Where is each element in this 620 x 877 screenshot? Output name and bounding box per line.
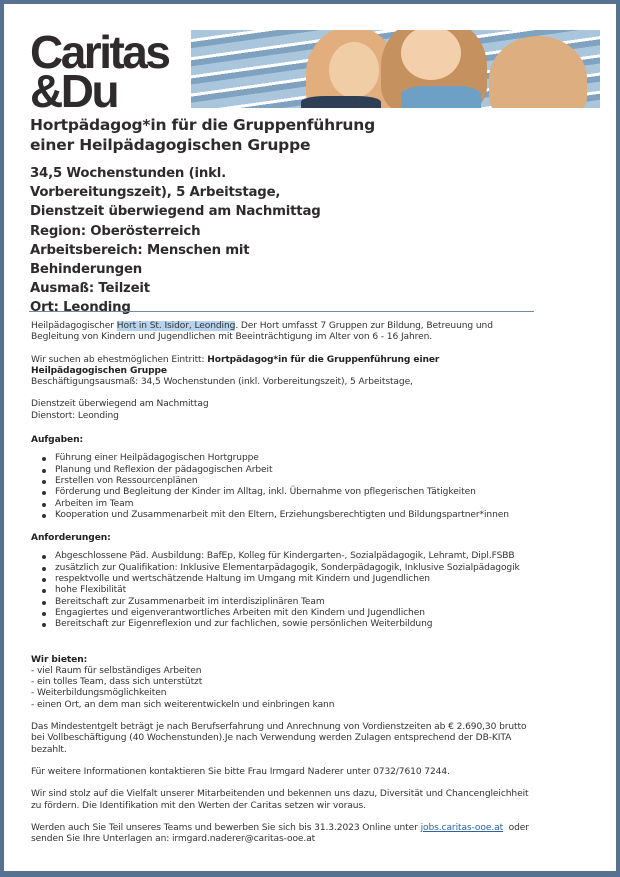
contact-paragraph: Für weitere Informationen kontaktieren Sie bitte Frau Irmgard Naderer unter 0732/7610 7244. bbox=[31, 766, 450, 777]
schedule-line-2: Dienstort: Leonding bbox=[31, 410, 119, 421]
second-child-figure bbox=[489, 36, 587, 108]
fact-region: Region: Oberösterreich bbox=[30, 223, 201, 239]
fact-area: Arbeitsbereich: Menschen mit Behinderungen bbox=[30, 242, 250, 278]
diversity-paragraph: Wir sind stolz auf die Vielfalt unserer Mitarbeitenden und bekennen uns dazu, Diversität und Chancengleichheit zu fördern. Die Identifikation mit den Werten der Caritas setzen wir voraus. bbox=[31, 789, 529, 811]
search-extent: Beschäftigungsausmaß: 34,5 Wochenstunden (inkl. Vorbereitungszeit), 5 Arbeitstage, bbox=[31, 377, 413, 388]
list-item: hohe Flexibilität bbox=[55, 585, 536, 596]
list-item: Kooperation und Zusammenarbeit mit den Eltern, Erziehungsberechtigten und Bildungspartner*innen bbox=[55, 510, 536, 521]
child-face bbox=[329, 42, 379, 98]
list-item: Planung und Reflexion der pädagogischen Arbeit bbox=[55, 465, 536, 476]
caritas-logo bbox=[30, 26, 169, 117]
jobs-link[interactable]: jobs.caritas-ooe.at bbox=[420, 822, 504, 833]
search-paragraph bbox=[31, 355, 536, 389]
list-item: respektvolle und wertschätzende Haltung im Umgang mit Kindern und Jugendlichen bbox=[55, 574, 536, 585]
divider bbox=[29, 311, 534, 312]
list-item: zusätzlich zur Qualifikation: Inklusive Elementarpädagogik, Sonderpädagogik, Inklusive Sozialpädagogik bbox=[55, 563, 536, 574]
offer-item: - Weiterbildungsmöglichkeiten bbox=[31, 688, 167, 699]
tasks-heading: Aufgaben: bbox=[31, 435, 84, 446]
list-item: Engagiertes und eigenverantwortliches Arbeiten mit den Kindern und Jugendlichen bbox=[55, 608, 536, 619]
child-shirt bbox=[301, 96, 381, 108]
list-item: Arbeiten im Team bbox=[55, 499, 536, 510]
job-posting-page bbox=[4, 4, 616, 871]
offer-item: - viel Raum für selbständiges Arbeiten bbox=[31, 665, 202, 676]
job-title bbox=[30, 115, 375, 155]
search-prefix: Wir suchen ab ehestmöglichen Eintritt: bbox=[31, 354, 208, 365]
salary-paragraph: Das Mindestentgelt beträgt je nach Berufserfahrung und Anrechnung von Vordienstzeiten ab € 2.690,30 brutto bei Vollbeschäftigung (40 Wochenstunden).Je nach Verwendung werden Zulagen entsprechend der DB-KITA bezahlt. bbox=[31, 722, 527, 755]
list-item: Bereitschaft zur Eigenreflexion und zur fachlichen, sowie persönlichen Weiterbildung bbox=[55, 619, 536, 630]
list-item: Abgeschlossene Päd. Ausbildung: BafEp, Kolleg für Kindergarten-, Sozialpädagogik, Lehramt, Dipl.FSBB bbox=[55, 551, 536, 562]
offer-heading: Wir bieten: bbox=[31, 654, 88, 665]
fact-location: Ort: Leonding bbox=[30, 300, 131, 316]
list-item: Erstellen von Ressourcenplänen bbox=[55, 476, 536, 487]
search-position: Hortpädagog*in für die Gruppenführung einer Heilpädagogischen Gruppe bbox=[31, 354, 440, 376]
list-item: Führung einer Heilpädagogischen Hortgruppe bbox=[55, 453, 536, 464]
schedule-paragraph bbox=[31, 399, 536, 422]
list-item: Förderung und Begleitung der Kinder im Alltag, inkl. Übernahme von pflegerischen Tätigkeiten bbox=[55, 487, 536, 498]
apply-suffix: oder senden Sie Ihre Unterlagen an: irmgard.naderer@caritas-ooe.at bbox=[31, 822, 532, 845]
offer-list bbox=[31, 666, 536, 711]
hero-photo bbox=[191, 30, 600, 108]
apply-prefix: Werden auch Sie Teil unseres Teams und bewerben Sie sich bis 31.3.2023 Online unter bbox=[31, 822, 421, 833]
logo-line-1: Caritas bbox=[30, 26, 169, 78]
adult-shirt bbox=[401, 86, 481, 108]
schedule-line-1: Dienstzeit überwiegend am Nachmittag bbox=[31, 399, 209, 410]
job-facts bbox=[30, 164, 350, 318]
offer-item: - einen Ort, an dem man sich weiterentwickeln und einbringen kann bbox=[31, 699, 335, 710]
list-item: Bereitschaft zur Zusammenarbeit im interdisziplinären Team bbox=[55, 597, 536, 608]
offer-item: - ein tolles Team, dass sich unterstützt bbox=[31, 677, 203, 688]
fact-extent: Ausmaß: Teilzeit bbox=[30, 281, 150, 297]
job-description bbox=[31, 321, 536, 856]
apply-paragraph bbox=[31, 823, 536, 846]
logo-line-2: &Du bbox=[30, 65, 118, 117]
intro-prefix: Heilpädagogischer bbox=[31, 321, 117, 331]
job-title-line-1: Hortpädagog*in für die Gruppenführung bbox=[30, 116, 375, 134]
highlighted-text: Hort in St. Isidor, Leonding bbox=[116, 321, 236, 331]
intro-paragraph bbox=[31, 321, 536, 344]
fact-hours: 34,5 Wochenstunden (inkl. Vorbereitungszeit), 5 Arbeitstage, Dienstzeit überwiegend am Nachmittag bbox=[30, 166, 321, 220]
job-title-line-2: einer Heilpädagogischen Gruppe bbox=[30, 136, 311, 154]
tasks-list bbox=[31, 453, 536, 521]
requirements-list bbox=[31, 551, 536, 630]
requirements-heading: Anforderungen: bbox=[31, 533, 111, 544]
intro-rest: . Der Hort umfasst 7 Gruppen zur Bildung, Betreuung und Begleitung von Kindern und Jugendlichen mit Beeinträchtigung im Alter von 6 - 16 Jahren. bbox=[31, 321, 493, 343]
